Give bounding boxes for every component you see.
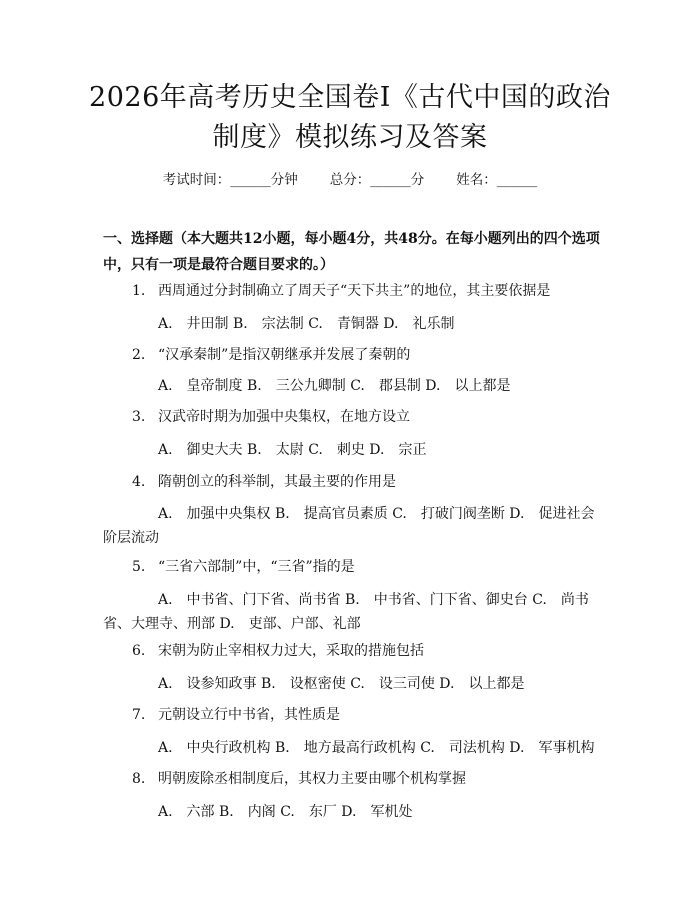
question-text: 隋朝创立的科举制，其最主要的作用是	[158, 474, 396, 490]
exam-score: 总分：______分	[329, 172, 425, 188]
question-number: 7.	[132, 707, 146, 723]
question-number: 4.	[132, 474, 146, 490]
question-3-options: A. 御史大夫 B. 太尉 C. 刺史 D. 宗正	[158, 442, 427, 458]
question-text: 汉武帝时期为加强中央集权，在地方设立	[158, 409, 410, 425]
question-4-options: A. 加强中央集权 B. 提高官员素质 C. 打破门阀垄断 D. 促进社会阶层流动	[103, 506, 595, 546]
question-number: 6.	[132, 643, 146, 659]
question-number: 5.	[132, 559, 146, 575]
question-5-options: A. 中书省、门下省、尚书省 B. 中书省、门下省、御史台 C. 尚书省、大理寺、刑部 D. 吏部、户部、礼部	[103, 592, 589, 632]
question-text: “汉承秦制”是指汉朝继承并发展了秦朝的	[158, 347, 411, 363]
question-number: 3.	[132, 409, 146, 425]
question-1-options: A. 井田制 B. 宗法制 C. 青铜器 D. 礼乐制	[158, 316, 455, 332]
question-number: 2.	[132, 347, 146, 363]
document-title	[60, 78, 640, 158]
question-text: “三省六部制”中，“三省”指的是	[158, 559, 355, 575]
exam-time: 考试时间：______分钟	[162, 172, 298, 188]
title-line-1: 2026年高考历史全国卷Ⅰ《古代中国的政治	[89, 82, 611, 113]
question-text: 西周通过分封制确立了周天子“天下共主”的地位，其主要依据是	[158, 283, 551, 299]
title-line-2: 制度》模拟练习及答案	[212, 122, 488, 153]
question-2-options: A. 皇帝制度 B. 三公九卿制 C. 郡县制 D. 以上都是	[158, 378, 511, 394]
question-text: 宋朝为防止宰相权力过大，采取的措施包括	[158, 643, 424, 659]
exam-meta	[0, 168, 700, 188]
exam-name: 姓名：______	[456, 172, 538, 188]
question-7-options: A. 中央行政机构 B. 地方最高行政机构 C. 司法机构 D. 军事机构	[158, 740, 595, 756]
question-number: 1.	[132, 283, 146, 299]
question-text: 明朝废除丞相制度后，其权力主要由哪个机构掌握	[158, 771, 466, 787]
question-8-options: A. 六部 B. 内阁 C. 东厂 D. 军机处	[158, 804, 413, 820]
question-6-options: A. 设参知政事 B. 设枢密使 C. 设三司使 D. 以上都是	[158, 676, 525, 692]
section-heading: 一、选择题（本大题共12小题，每小题4分，共48分。在每小题列出的四个选项中，只有一项是最符合题目要求的。）	[103, 231, 600, 273]
question-text: 元朝设立行中书省，其性质是	[158, 707, 340, 723]
question-number: 8.	[132, 771, 146, 787]
